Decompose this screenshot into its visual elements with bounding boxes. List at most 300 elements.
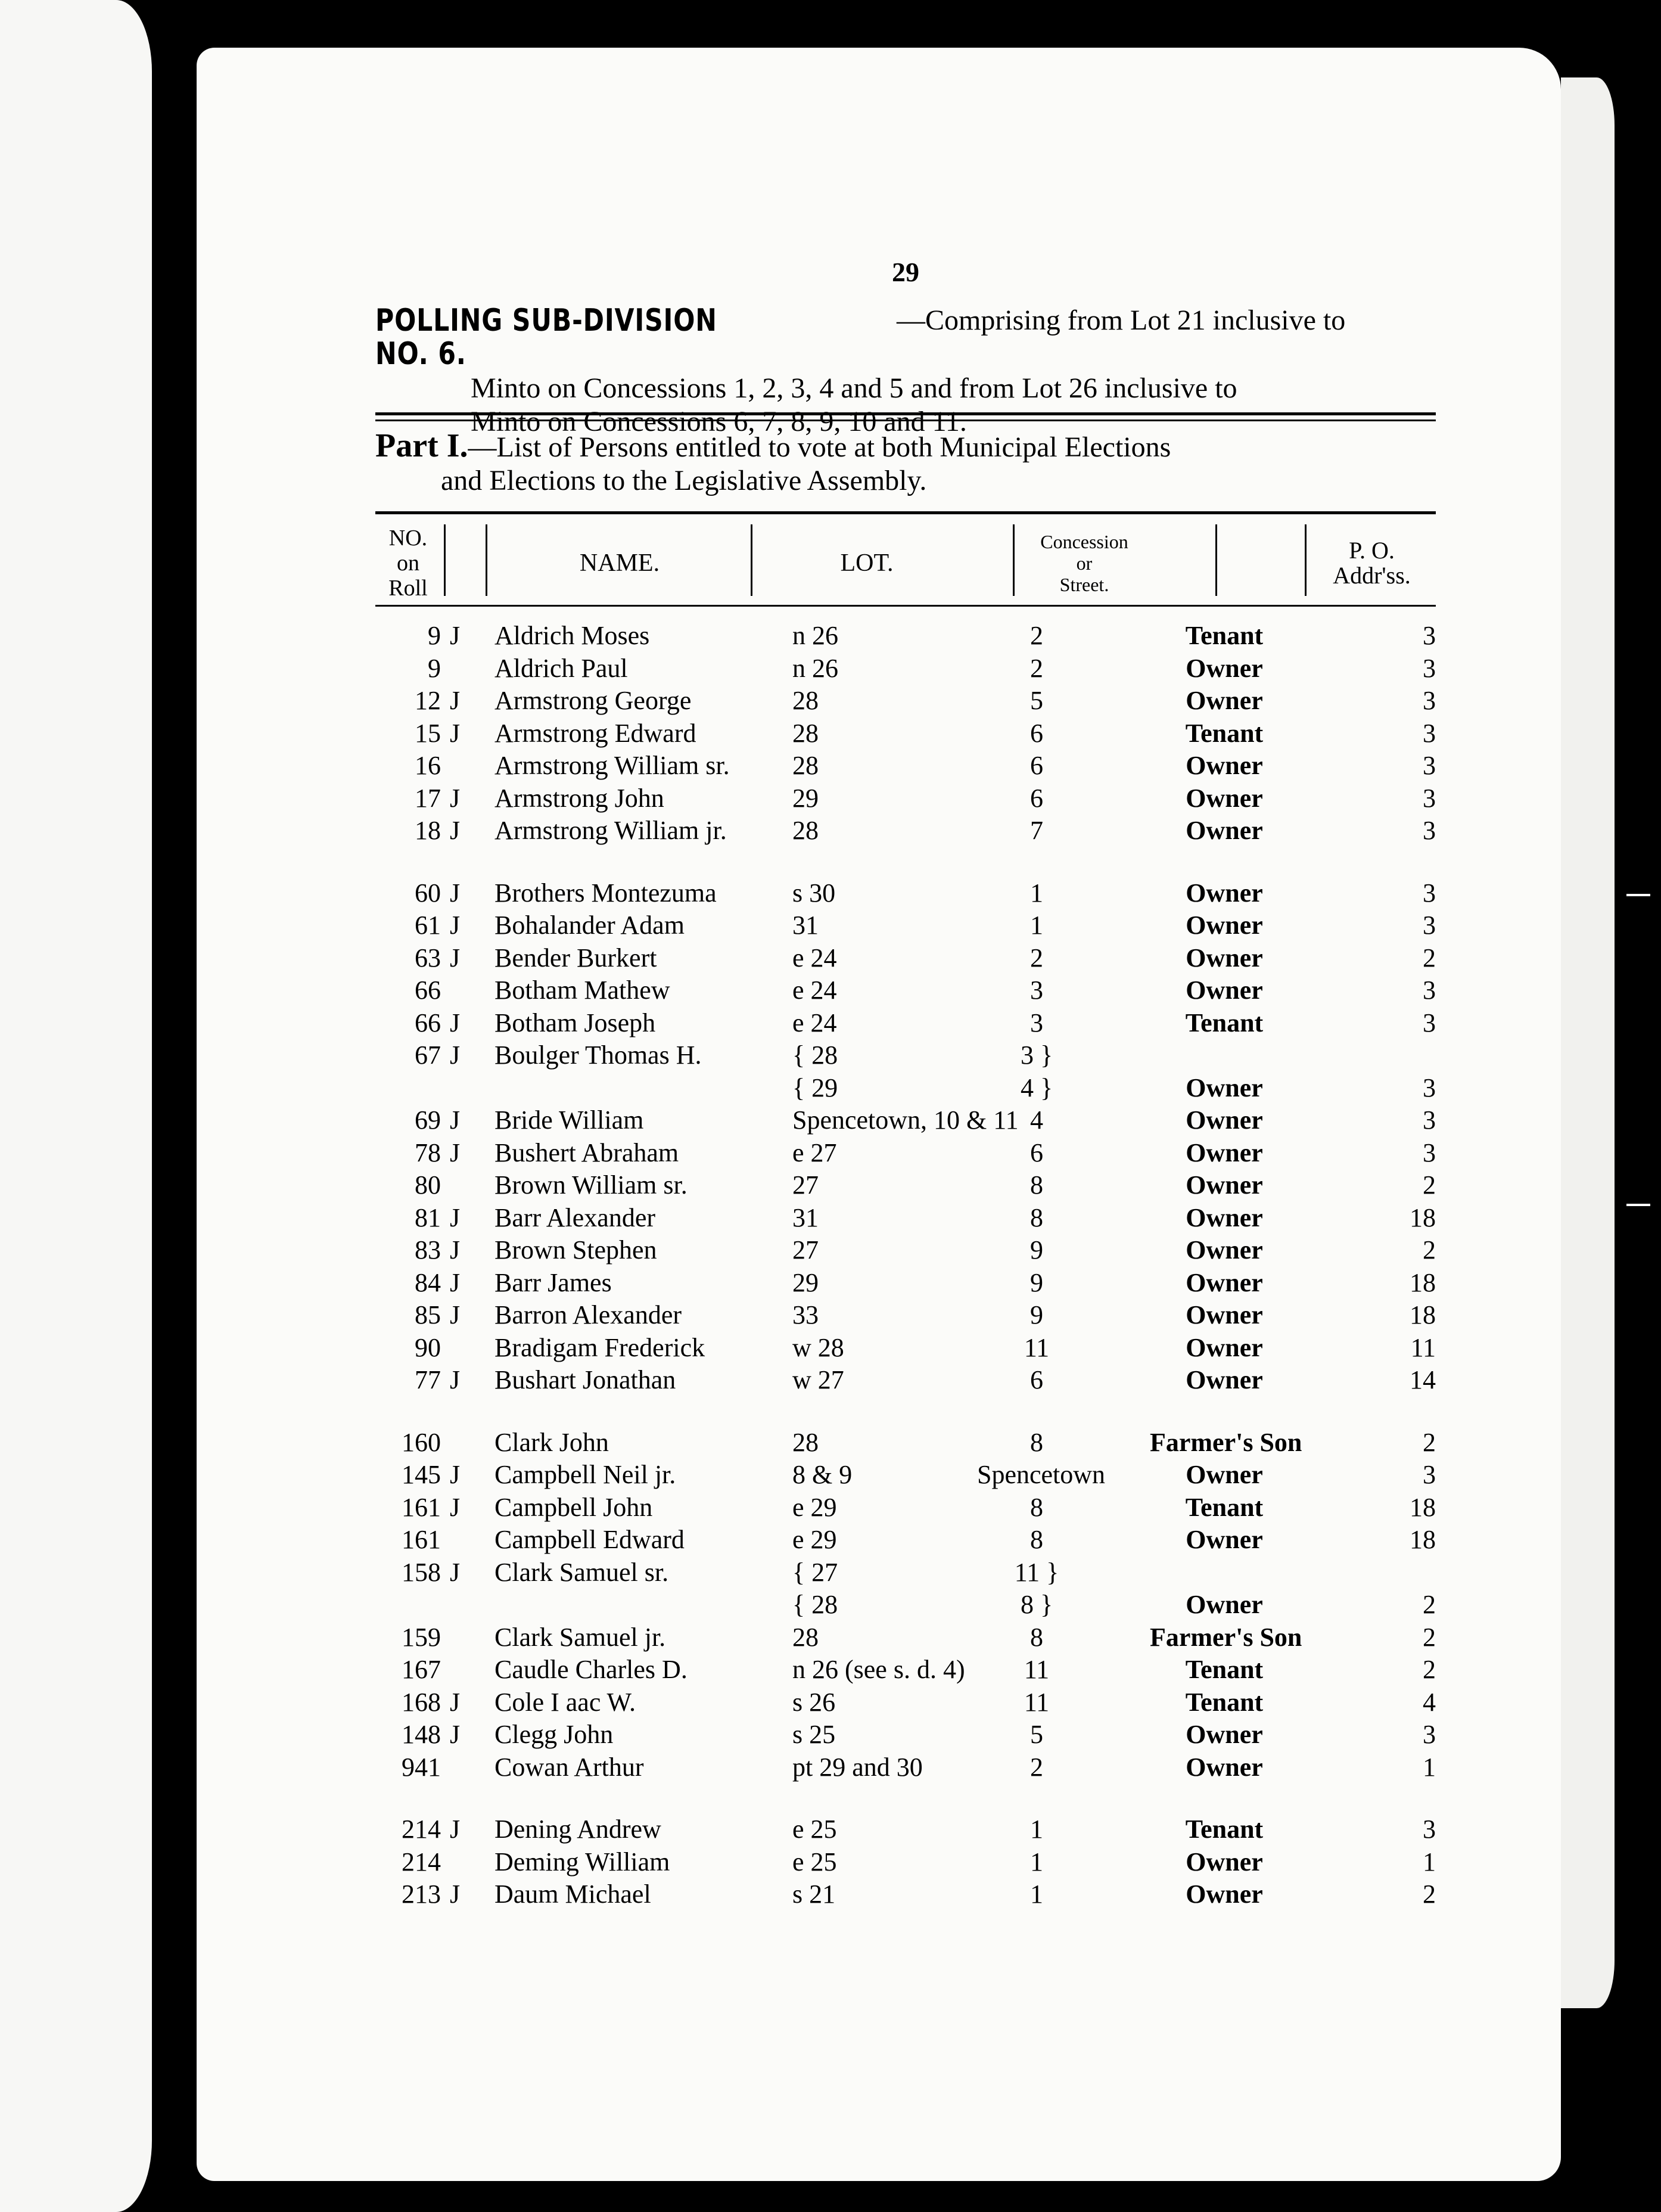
voter-status: Farmer's Son <box>1150 1622 1302 1652</box>
voter-row <box>375 877 1436 909</box>
voter-name: Caudle Charles D. <box>494 1655 688 1684</box>
po-address: 4 <box>1423 1687 1436 1717</box>
po-address: 2 <box>1423 1427 1436 1457</box>
roll-number: 67 <box>415 1040 441 1070</box>
voter-name: Brothers Montezuma <box>494 878 717 908</box>
lot-number: n 26 <box>792 621 838 650</box>
roll-number: 158 <box>402 1557 441 1587</box>
voter-status: Tenant <box>1185 1492 1264 1522</box>
concession: 7 <box>1030 816 1043 845</box>
roll-number: 12 <box>415 686 441 715</box>
voter-name: Barron Alexander <box>494 1300 682 1329</box>
voter-row <box>375 620 1436 652</box>
lot-number: { 28 <box>792 1040 838 1070</box>
header-divider <box>1013 524 1015 596</box>
header-no-line1: NO. <box>388 526 428 551</box>
roll-number: 148 <box>402 1720 441 1749</box>
voter-status: Tenant <box>1185 1008 1264 1037</box>
voter-status: Tenant <box>1185 621 1264 650</box>
voter-status: Owner <box>1186 1170 1263 1200</box>
roll-number: 63 <box>415 943 441 973</box>
concession: 5 <box>1030 686 1043 715</box>
voter-status: Tenant <box>1185 718 1264 748</box>
lot-number: { 29 <box>792 1073 838 1102</box>
voter-status: Tenant <box>1185 1655 1264 1684</box>
roll-number: 9 <box>428 621 441 650</box>
po-address: 3 <box>1423 653 1436 683</box>
juror-mark: J <box>450 878 461 908</box>
roll-number: 85 <box>415 1300 441 1329</box>
lot-number: w 28 <box>792 1332 844 1362</box>
voter-row <box>375 1104 1436 1136</box>
lot-number: s 21 <box>792 1879 836 1909</box>
header-divider <box>1305 524 1307 596</box>
roll-number: 90 <box>415 1332 441 1362</box>
header-divider <box>486 524 487 596</box>
header-divider <box>1215 524 1217 596</box>
roll-number: 77 <box>415 1365 441 1394</box>
voter-name: Bride William <box>494 1105 644 1135</box>
voter-row <box>375 782 1436 815</box>
voter-row <box>375 1007 1436 1039</box>
lot-number: e 24 <box>792 975 837 1005</box>
lot-number: pt 29 and 30 <box>792 1752 923 1782</box>
concession: 1 <box>1030 878 1043 908</box>
juror-mark: J <box>450 943 461 973</box>
voter-row <box>375 1719 1436 1751</box>
voter-name: Armstrong George <box>494 686 692 715</box>
voter-name: Barr Alexander <box>494 1203 655 1232</box>
po-address: 2 <box>1423 1879 1436 1909</box>
voter-row <box>375 909 1436 942</box>
lot-number: 31 <box>792 1203 819 1232</box>
voter-status: Tenant <box>1185 1687 1264 1717</box>
header-divider <box>444 524 446 596</box>
voter-status: Owner <box>1186 1203 1263 1232</box>
juror-mark: J <box>450 1105 461 1135</box>
voter-status: Owner <box>1186 816 1263 845</box>
lot-number: e 29 <box>792 1525 837 1554</box>
part-title: Part I. <box>375 427 468 464</box>
juror-mark: J <box>450 1138 461 1167</box>
juror-mark: J <box>450 718 461 748</box>
concession: 5 <box>1030 1720 1043 1749</box>
page-number: 29 <box>892 257 919 287</box>
concession: 11 <box>1024 1332 1050 1362</box>
concession: 1 <box>1030 1815 1043 1844</box>
roll-number: 145 <box>402 1460 441 1489</box>
po-address: 3 <box>1423 1073 1436 1102</box>
voter-row <box>375 1459 1436 1491</box>
voter-status: Owner <box>1186 1105 1263 1135</box>
voter-name: Bender Burkert <box>494 943 657 973</box>
juror-mark: J <box>450 621 461 650</box>
roll-number: 17 <box>415 783 441 813</box>
concession: 6 <box>1030 1138 1043 1167</box>
voter-status: Owner <box>1186 751 1263 780</box>
voter-status: Owner <box>1186 878 1263 908</box>
table-header-rule <box>375 605 1436 607</box>
header-po-line1: P. O. <box>1349 537 1395 564</box>
juror-mark: J <box>450 1267 461 1297</box>
part-heading <box>375 429 1436 498</box>
concession: 4 } <box>1020 1073 1053 1102</box>
lot-number: Spencetown, 10 & 11 <box>792 1105 1019 1135</box>
page-mark <box>1626 894 1650 896</box>
juror-mark: J <box>450 1460 461 1489</box>
po-address: 18 <box>1410 1492 1436 1522</box>
voter-row <box>375 1686 1436 1719</box>
concession: 9 <box>1030 1267 1043 1297</box>
po-address: 3 <box>1423 1815 1436 1844</box>
lot-number: e 24 <box>792 1008 837 1037</box>
lot-number: w 27 <box>792 1365 844 1394</box>
concession: 2 <box>1030 621 1043 650</box>
juror-mark: J <box>450 911 461 940</box>
voter-row <box>375 1654 1436 1686</box>
po-address: 1 <box>1423 1752 1436 1782</box>
voter-status: Owner <box>1186 1525 1263 1554</box>
voter-row <box>375 1557 1436 1589</box>
voter-status: Owner <box>1186 1720 1263 1749</box>
header-lot: LOT. <box>840 549 894 577</box>
voter-status: Owner <box>1186 1752 1263 1782</box>
po-address: 18 <box>1410 1267 1436 1297</box>
voter-name: Botham Joseph <box>494 1008 656 1037</box>
voter-row <box>375 1524 1436 1556</box>
lot-number: 33 <box>792 1300 819 1329</box>
juror-mark: J <box>450 1492 461 1522</box>
juror-mark: J <box>450 1720 461 1749</box>
po-address: 3 <box>1423 1008 1436 1037</box>
lot-number: 28 <box>792 718 819 748</box>
heading-line3: Minto on Concessions 6, 7, 8, 9, 10 and 11. <box>471 406 967 437</box>
roll-number: 15 <box>415 718 441 748</box>
roll-number: 69 <box>415 1105 441 1135</box>
voter-status: Owner <box>1186 1235 1263 1265</box>
voter-row <box>375 1137 1436 1169</box>
po-address: 3 <box>1423 751 1436 780</box>
lot-number: n 26 (see s. d. 4) <box>792 1655 965 1684</box>
heading-rule-thin <box>375 420 1436 421</box>
lot-number: s 26 <box>792 1687 836 1717</box>
page-edge <box>1561 77 1615 2008</box>
roll-number: 168 <box>402 1687 441 1717</box>
concession: 8 <box>1030 1170 1043 1200</box>
po-address: 3 <box>1423 1460 1436 1489</box>
lot-number: s 25 <box>792 1720 836 1749</box>
concession: 8 <box>1030 1622 1043 1652</box>
po-address: 3 <box>1423 1138 1436 1167</box>
voter-row <box>375 815 1436 847</box>
lot-number: 28 <box>792 686 819 715</box>
voter-status: Owner <box>1186 911 1263 940</box>
concession: 3 } <box>1020 1040 1053 1070</box>
voter-name: Clegg John <box>494 1720 614 1749</box>
voter-status: Owner <box>1186 1300 1263 1329</box>
roll-number: 167 <box>402 1655 441 1684</box>
lot-number: 27 <box>792 1235 819 1265</box>
voter-row <box>375 1621 1436 1654</box>
po-address: 3 <box>1423 1720 1436 1749</box>
juror-mark: J <box>450 1365 461 1394</box>
header-con-line1: Concession <box>1040 531 1128 552</box>
voter-row <box>375 942 1436 974</box>
po-address: 1 <box>1423 1847 1436 1877</box>
concession: 3 <box>1030 1008 1043 1037</box>
lot-number: { 28 <box>792 1590 838 1619</box>
po-address: 3 <box>1423 686 1436 715</box>
concession: Spencetown <box>977 1460 1106 1489</box>
roll-number: 66 <box>415 1008 441 1037</box>
lot-number: s 30 <box>792 878 836 908</box>
voter-name: Armstrong Edward <box>494 718 696 748</box>
lot-number: e 29 <box>792 1492 837 1522</box>
juror-mark: J <box>450 816 461 845</box>
voter-name: Bradigam Frederick <box>494 1332 705 1362</box>
roll-number: 16 <box>415 751 441 780</box>
po-address: 3 <box>1423 878 1436 908</box>
voter-status: Owner <box>1186 1267 1263 1297</box>
voter-row <box>375 717 1436 750</box>
concession: 2 <box>1030 1752 1043 1782</box>
voter-name: Armstrong William sr. <box>494 751 730 780</box>
voter-name: Bushert Abraham <box>494 1138 679 1167</box>
voter-row <box>375 685 1436 717</box>
voter-row <box>375 1813 1436 1846</box>
roll-number: 78 <box>415 1138 441 1167</box>
voter-name: Cowan Arthur <box>494 1752 644 1782</box>
header-no-on-roll <box>375 518 441 608</box>
voter-name: Clark Samuel jr. <box>494 1622 666 1652</box>
concession: 1 <box>1030 1879 1043 1909</box>
lot-number: 28 <box>792 1622 819 1652</box>
concession: 1 <box>1030 911 1043 940</box>
lot-number: 29 <box>792 1267 819 1297</box>
roll-number: 160 <box>402 1427 441 1457</box>
concession: 2 <box>1030 943 1043 973</box>
juror-mark: J <box>450 686 461 715</box>
lot-number: 31 <box>792 911 819 940</box>
po-address: 2 <box>1423 1170 1436 1200</box>
concession: 9 <box>1030 1235 1043 1265</box>
table-top-rule <box>375 511 1436 514</box>
po-address: 2 <box>1423 943 1436 973</box>
header-con-line2: or <box>1076 552 1093 574</box>
concession: 8 } <box>1020 1590 1053 1619</box>
roll-number: 214 <box>402 1815 441 1844</box>
roll-number: 214 <box>402 1847 441 1877</box>
roll-number: 80 <box>415 1170 441 1200</box>
po-address: 2 <box>1423 1235 1436 1265</box>
voter-row <box>375 1234 1436 1266</box>
concession: 6 <box>1030 783 1043 813</box>
concession: 6 <box>1030 1365 1043 1394</box>
po-address: 3 <box>1423 718 1436 748</box>
po-address: 2 <box>1423 1655 1436 1684</box>
page-mark <box>1626 1204 1650 1206</box>
po-address: 3 <box>1423 621 1436 650</box>
voter-name: Cole I aac W. <box>494 1687 636 1717</box>
voter-status: Owner <box>1186 1138 1263 1167</box>
voter-row <box>375 1332 1436 1364</box>
table-header <box>375 518 1436 608</box>
roll-number: 161 <box>402 1525 441 1554</box>
roll-number: 81 <box>415 1203 441 1232</box>
subdivision-heading <box>375 304 1436 439</box>
part-line2: and Elections to the Legislative Assembly. <box>441 465 927 496</box>
voter-name: Brown William sr. <box>494 1170 688 1200</box>
voter-name: Boulger Thomas H. <box>494 1040 702 1070</box>
voter-status: Owner <box>1186 653 1263 683</box>
juror-mark: J <box>450 1235 461 1265</box>
voter-status: Owner <box>1186 1879 1263 1909</box>
lot-number: e 25 <box>792 1847 837 1877</box>
concession: 3 <box>1030 975 1043 1005</box>
concession: 8 <box>1030 1203 1043 1232</box>
voter-row <box>375 1427 1436 1459</box>
juror-mark: J <box>450 783 461 813</box>
voter-name: Armstrong John <box>494 783 664 813</box>
voter-row <box>375 1492 1436 1524</box>
voter-row <box>375 1589 1436 1621</box>
juror-mark: J <box>450 1008 461 1037</box>
voter-status: Owner <box>1186 975 1263 1005</box>
po-address: 3 <box>1423 911 1436 940</box>
po-address: 3 <box>1423 975 1436 1005</box>
juror-mark: J <box>450 1815 461 1844</box>
voter-name: Aldrich Paul <box>494 653 628 683</box>
roll-number: 66 <box>415 975 441 1005</box>
concession: 8 <box>1030 1427 1043 1457</box>
juror-mark: J <box>450 1879 461 1909</box>
roll-number: 9 <box>428 653 441 683</box>
voter-status: Owner <box>1186 1365 1263 1394</box>
voter-name: Armstrong William jr. <box>494 816 727 845</box>
roll-number: 159 <box>402 1622 441 1652</box>
voter-row <box>375 1202 1436 1234</box>
header-con-line3: Street. <box>1059 574 1109 595</box>
header-po-line2: Addr'ss. <box>1333 562 1411 589</box>
juror-mark: J <box>450 1557 461 1587</box>
concession: 1 <box>1030 1847 1043 1877</box>
voter-row <box>375 1846 1436 1878</box>
juror-mark: J <box>450 1687 461 1717</box>
voter-row <box>375 1364 1436 1396</box>
header-no-line2: on <box>397 551 419 576</box>
voter-name: Clark Samuel sr. <box>494 1557 669 1587</box>
juror-mark: J <box>450 1203 461 1232</box>
header-name: NAME. <box>579 549 660 577</box>
voter-status: Owner <box>1186 1073 1263 1102</box>
heading-line2: Minto on Concessions 1, 2, 3, 4 and 5 and from Lot 26 inclusive to <box>471 372 1237 404</box>
voter-name: Bushart Jonathan <box>494 1365 676 1394</box>
voter-row <box>375 1267 1436 1299</box>
po-address: 14 <box>1410 1365 1436 1394</box>
lot-number: e 25 <box>792 1815 837 1844</box>
voter-row <box>375 1751 1436 1784</box>
heading-line1: —Comprising from Lot 21 inclusive to <box>897 305 1346 336</box>
header-no-line3: Roll <box>388 576 428 601</box>
voter-name: Campbell John <box>494 1492 653 1522</box>
lot-number: 8 & 9 <box>792 1460 853 1489</box>
part-line1: —List of Persons entitled to vote at both Municipal Elections <box>468 431 1171 463</box>
voter-name: Campbell Neil jr. <box>494 1460 676 1489</box>
voter-status: Owner <box>1186 783 1263 813</box>
concession: 9 <box>1030 1300 1043 1329</box>
voter-row <box>375 1039 1436 1071</box>
roll-number: 161 <box>402 1492 441 1522</box>
lot-number: { 27 <box>792 1557 838 1587</box>
voter-row <box>375 1072 1436 1104</box>
lot-number: 28 <box>792 816 819 845</box>
voter-name: Aldrich Moses <box>494 621 650 650</box>
concession: 6 <box>1030 751 1043 780</box>
lot-number: 29 <box>792 783 819 813</box>
concession: 6 <box>1030 718 1043 748</box>
voter-name: Bohalander Adam <box>494 911 685 940</box>
lot-number: e 24 <box>792 943 837 973</box>
voter-name: Dening Andrew <box>494 1815 661 1844</box>
juror-mark: J <box>450 1040 461 1070</box>
voter-row <box>375 974 1436 1006</box>
concession: 8 <box>1030 1525 1043 1554</box>
voter-status: Owner <box>1186 1590 1263 1619</box>
roll-number: 60 <box>415 878 441 908</box>
po-address: 18 <box>1410 1203 1436 1232</box>
concession: 11 } <box>1014 1557 1059 1587</box>
voter-status: Owner <box>1186 1332 1263 1362</box>
roll-number: 83 <box>415 1235 441 1265</box>
voter-name: Brown Stephen <box>494 1235 657 1265</box>
po-address: 3 <box>1423 783 1436 813</box>
roll-number: 213 <box>402 1879 441 1909</box>
concession: 2 <box>1030 653 1043 683</box>
voter-status: Owner <box>1186 1460 1263 1489</box>
po-address: 18 <box>1410 1525 1436 1554</box>
po-address: 2 <box>1423 1590 1436 1619</box>
voter-row <box>375 1878 1436 1910</box>
po-address: 3 <box>1423 1105 1436 1135</box>
voter-name: Deming William <box>494 1847 670 1877</box>
header-concession <box>1016 518 1153 608</box>
voter-name: Clark John <box>494 1427 609 1457</box>
lot-number: e 27 <box>792 1138 837 1167</box>
voter-status: Farmer's Son <box>1150 1427 1302 1457</box>
po-address: 2 <box>1423 1622 1436 1652</box>
lot-number: 28 <box>792 751 819 780</box>
po-address: 3 <box>1423 816 1436 845</box>
voter-row <box>375 653 1436 685</box>
heading-title: POLLING SUB-DIVISION NO. 6. <box>375 303 717 372</box>
lot-number: 28 <box>792 1427 819 1457</box>
concession: 11 <box>1024 1687 1050 1717</box>
po-address: 11 <box>1410 1332 1436 1362</box>
voter-status: Owner <box>1186 686 1263 715</box>
voter-row <box>375 1299 1436 1331</box>
lot-number: 27 <box>792 1170 819 1200</box>
heading-rule <box>375 412 1436 415</box>
header-po-address <box>1308 518 1436 608</box>
roll-number: 18 <box>415 816 441 845</box>
voter-status: Owner <box>1186 1847 1263 1877</box>
voter-status: Tenant <box>1185 1815 1264 1844</box>
voter-name: Campbell Edward <box>494 1525 685 1554</box>
voter-status: Owner <box>1186 943 1263 973</box>
voter-row <box>375 750 1436 782</box>
voter-name: Daum Michael <box>494 1879 651 1909</box>
voter-name: Barr James <box>494 1267 612 1297</box>
